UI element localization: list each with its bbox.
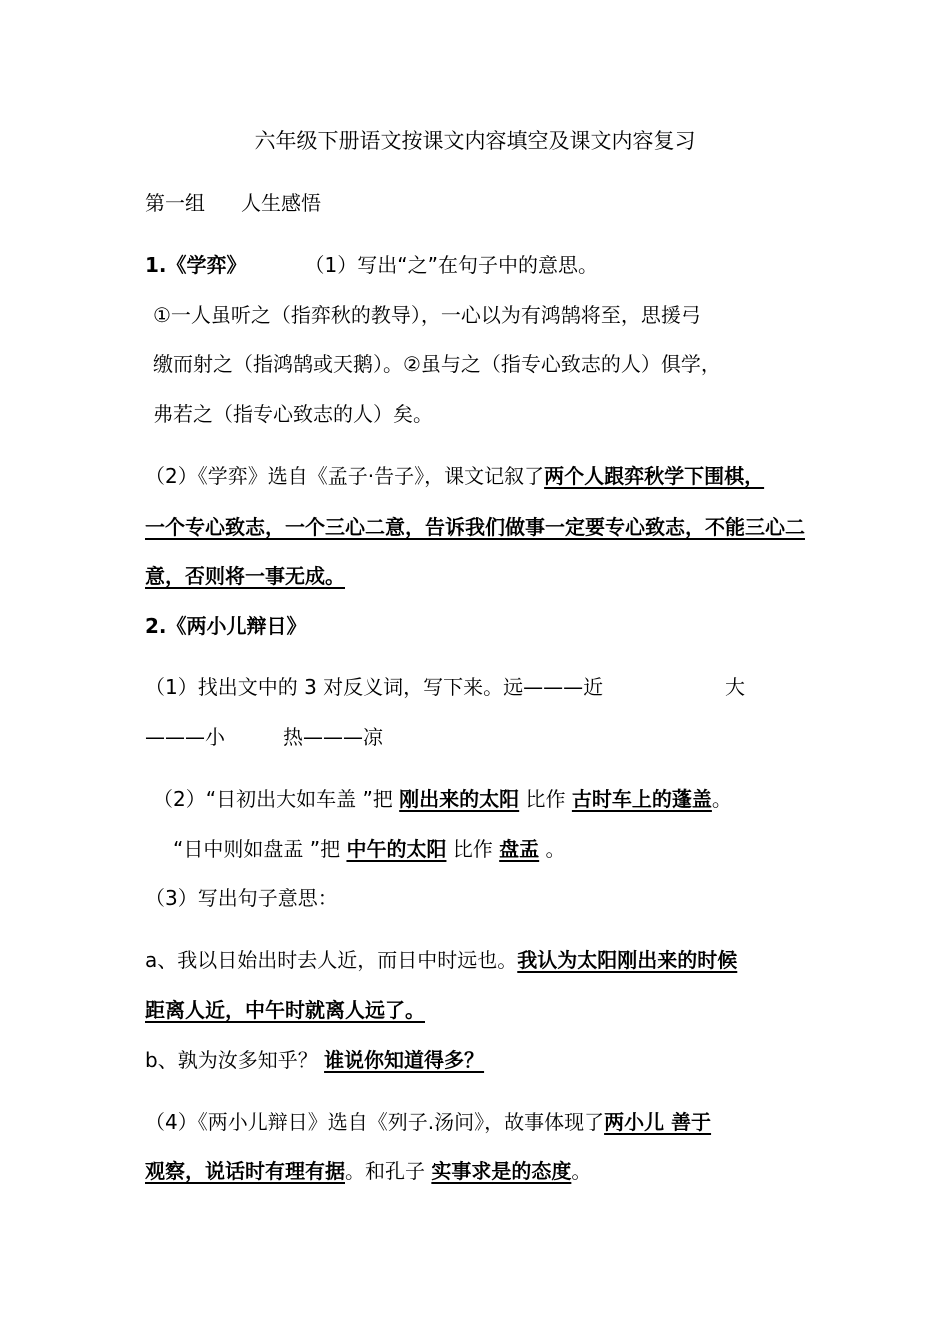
q2-sub2-a-answer-1: 刚出来的太阳 [399,787,520,811]
q2-sub2-a-prefix: （2）“日初出大如车盖 ”把 [153,787,393,811]
q2-sub4-answer-2: 观察，说话时有理有据 [145,1159,345,1183]
q2-a-row [145,946,737,974]
q1-sub2-answer-3: 意，否则将一事无成。 [145,564,345,588]
q2-sub2-b-end: 。 [545,837,566,861]
q2-sub2-row-b [173,835,566,863]
q2-sub4-mid: 。和孔子 [345,1159,425,1183]
q2-sub4-answer-1: 两小儿 善于 [604,1110,712,1134]
q2-sub2-row-a [153,785,732,813]
group-heading [145,189,321,217]
q1-heading: 1.《学弈》 [145,253,247,277]
q2-sub1-row [145,673,603,701]
q2-b-prefix: b、孰为汝多知乎？ [145,1048,318,1072]
q2-pair-2-end: ———小 [145,725,225,749]
q2-pair-1: 远———近 [503,675,604,699]
q2-pair-2-start: 大 [725,675,745,699]
q2-sub2-b-answer-2: 盘盂 [499,837,540,861]
q1-sub2-answer-1: 两个人跟弈秋学下围棋， [544,464,765,488]
q2-sub2-b-mid: 比作 [452,837,493,861]
q2-sub4-end: 。 [571,1159,592,1183]
q2-a-answer-1: 我认为太阳刚出来的时候 [517,948,738,972]
group-name: 人生感悟 [241,191,321,215]
q2-b-answer: 谁说你知道得多？ [324,1048,485,1072]
q2-pairs-row [145,723,383,751]
q2-pair-3: 热———凉 [283,725,383,749]
q1-sub1: （1）写出“之”在句子中的意思。 [304,253,598,277]
q2-sub2-b-answer-1: 中午的太阳 [346,837,447,861]
q1-sub2-prefix: （2）《学弈》选自《孟子·告子》，课文记叙了 [145,464,545,488]
q2-sub4-prefix: （4）《两小儿辩日》选自《列子.汤问》，故事体现了 [145,1110,605,1134]
q2-a-prefix: a、我以日始出时去人近，而日中时远也。 [145,948,518,972]
q2-sub4-answer-3: 实事求是的态度 [431,1159,572,1183]
q1-sub2-row [145,462,764,490]
q2-sub2-a-end: 。 [711,787,732,811]
q2-sub3: （3）写出句子意思： [145,886,338,910]
q2-sub2-a-mid: 比作 [525,787,566,811]
q2-b-row [145,1046,484,1074]
q1-line-2: 缴而射之（指鸿鹄或天鹅）。②虽与之（指专心致志的人）俱学， [153,352,721,376]
group-label: 第一组 [145,191,205,215]
q1-line-1: ①一人虽听之（指弈秋的教导），一心以为有鸿鹄将至，思援弓 [153,303,701,327]
q2-sub2-a-answer-2: 古时车上的蓬盖 [571,787,712,811]
page-title: 六年级下册语文按课文内容填空及课文内容复习 [254,129,696,153]
q2-sub2-b-prefix: “日中则如盘盂 ”把 [173,837,341,861]
q2-sub4-row [145,1108,711,1136]
q1-sub2-answer-2: 一个专心致志，一个三心二意，告诉我们做事一定要专心致志，不能三心二 [145,515,805,539]
q1-line-3: 弗若之（指专心致志的人）矣。 [153,402,433,426]
q2-sub4-row-2 [145,1157,591,1185]
q2-sub1-prefix: （1）找出文中的 3 对反义词，写下来。 [145,675,504,699]
q2-a-answer-2: 距离人近，中午时就离人远了。 [145,998,425,1022]
q2-heading: 2.《两小儿辩日》 [145,614,307,638]
q1-heading-row [145,251,598,279]
